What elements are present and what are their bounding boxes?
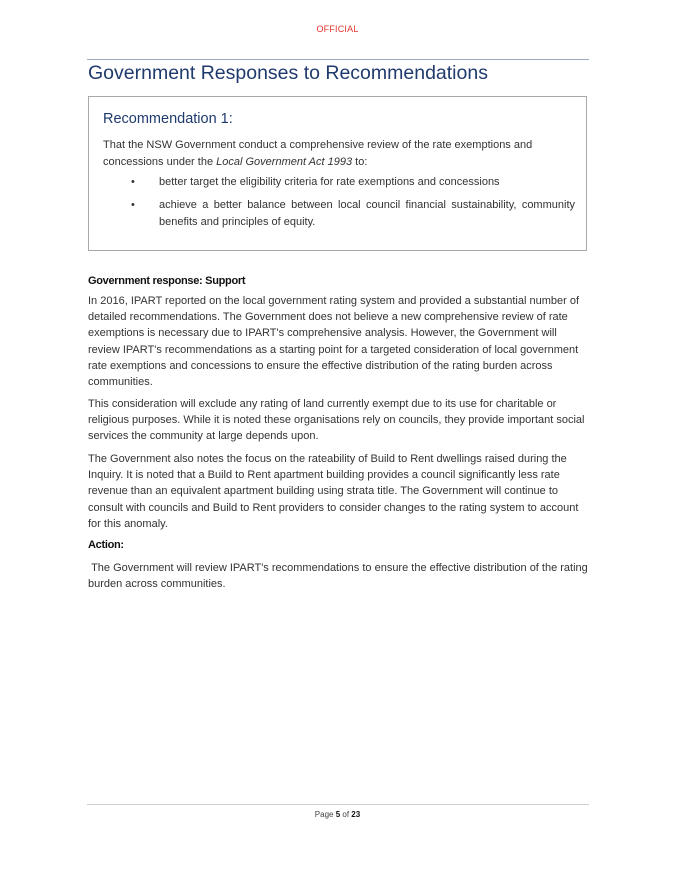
total-pages: 23 (351, 810, 361, 819)
response-paragraph: This consideration will exclude any rating of land currently exempt due to its use for charitable or religious purposes. While it is noted these organisations rely on councils, they provide important social services the community at large depends upon. (88, 398, 585, 443)
current-page-number: 5 (335, 810, 341, 819)
classification-marking: OFFICIAL (316, 24, 359, 34)
recommendation-title: Recommendation 1: (103, 111, 233, 127)
recommendation-intro-end: to: (352, 156, 368, 168)
page-footer (0, 810, 675, 819)
page-title: Government Responses to Recommendations (88, 62, 488, 84)
action-text: The Government will review IPART's recommendations to ensure the effective distribution of the rating burden across communities. (88, 562, 591, 591)
footer-rule (87, 804, 589, 805)
response-paragraph: The Government also notes the focus on the rateability of Build to Rent dwellings raised during the Inquiry. It is noted that a Build to Rent apartment building provides a council significantly less rate revenue than an equivalent apartment building using strata title. The Government will continue to consult with councils and Build to Rent providers to consider changes to the rating system to account for this anomaly. (88, 453, 579, 530)
recommendation-intro-text: That the NSW Government conduct a comprehensive review of the rate exemptions and concessions under the (103, 139, 533, 168)
bullet-text: better target the eligibility criteria for rate exemptions and concessions (159, 176, 500, 188)
recommendation-bullet-list (129, 174, 575, 237)
recommendation-box (88, 96, 587, 251)
bullet-icon: • (131, 176, 135, 188)
response-paragraph: In 2016, IPART reported on the local government rating system and provided a substantial number of detailed recommendations. The Government does not believe a new comprehensive review of rate exemptions is necessary due to IPART's comprehensive analysis. However, the Government will review IPART's recommendations as a starting point for a targeted consideration of local government rate exemptions and concessions to ensure the effective distribution of the rating burden across communities. (88, 295, 580, 389)
list-item (129, 174, 575, 191)
government-response-heading: Government response: Support (88, 275, 246, 287)
recommendation-intro (103, 137, 578, 171)
list-item (129, 197, 575, 231)
act-name: Local Government Act 1993 (216, 156, 353, 168)
of-label: of (342, 810, 350, 819)
bullet-text: achieve a better balance between local council financial sustainability, community benefits and principles of equity. (159, 199, 575, 228)
action-heading: Action: (88, 539, 124, 551)
bullet-icon: • (131, 199, 135, 211)
header-rule (87, 59, 589, 60)
page-label: Page (314, 810, 334, 819)
